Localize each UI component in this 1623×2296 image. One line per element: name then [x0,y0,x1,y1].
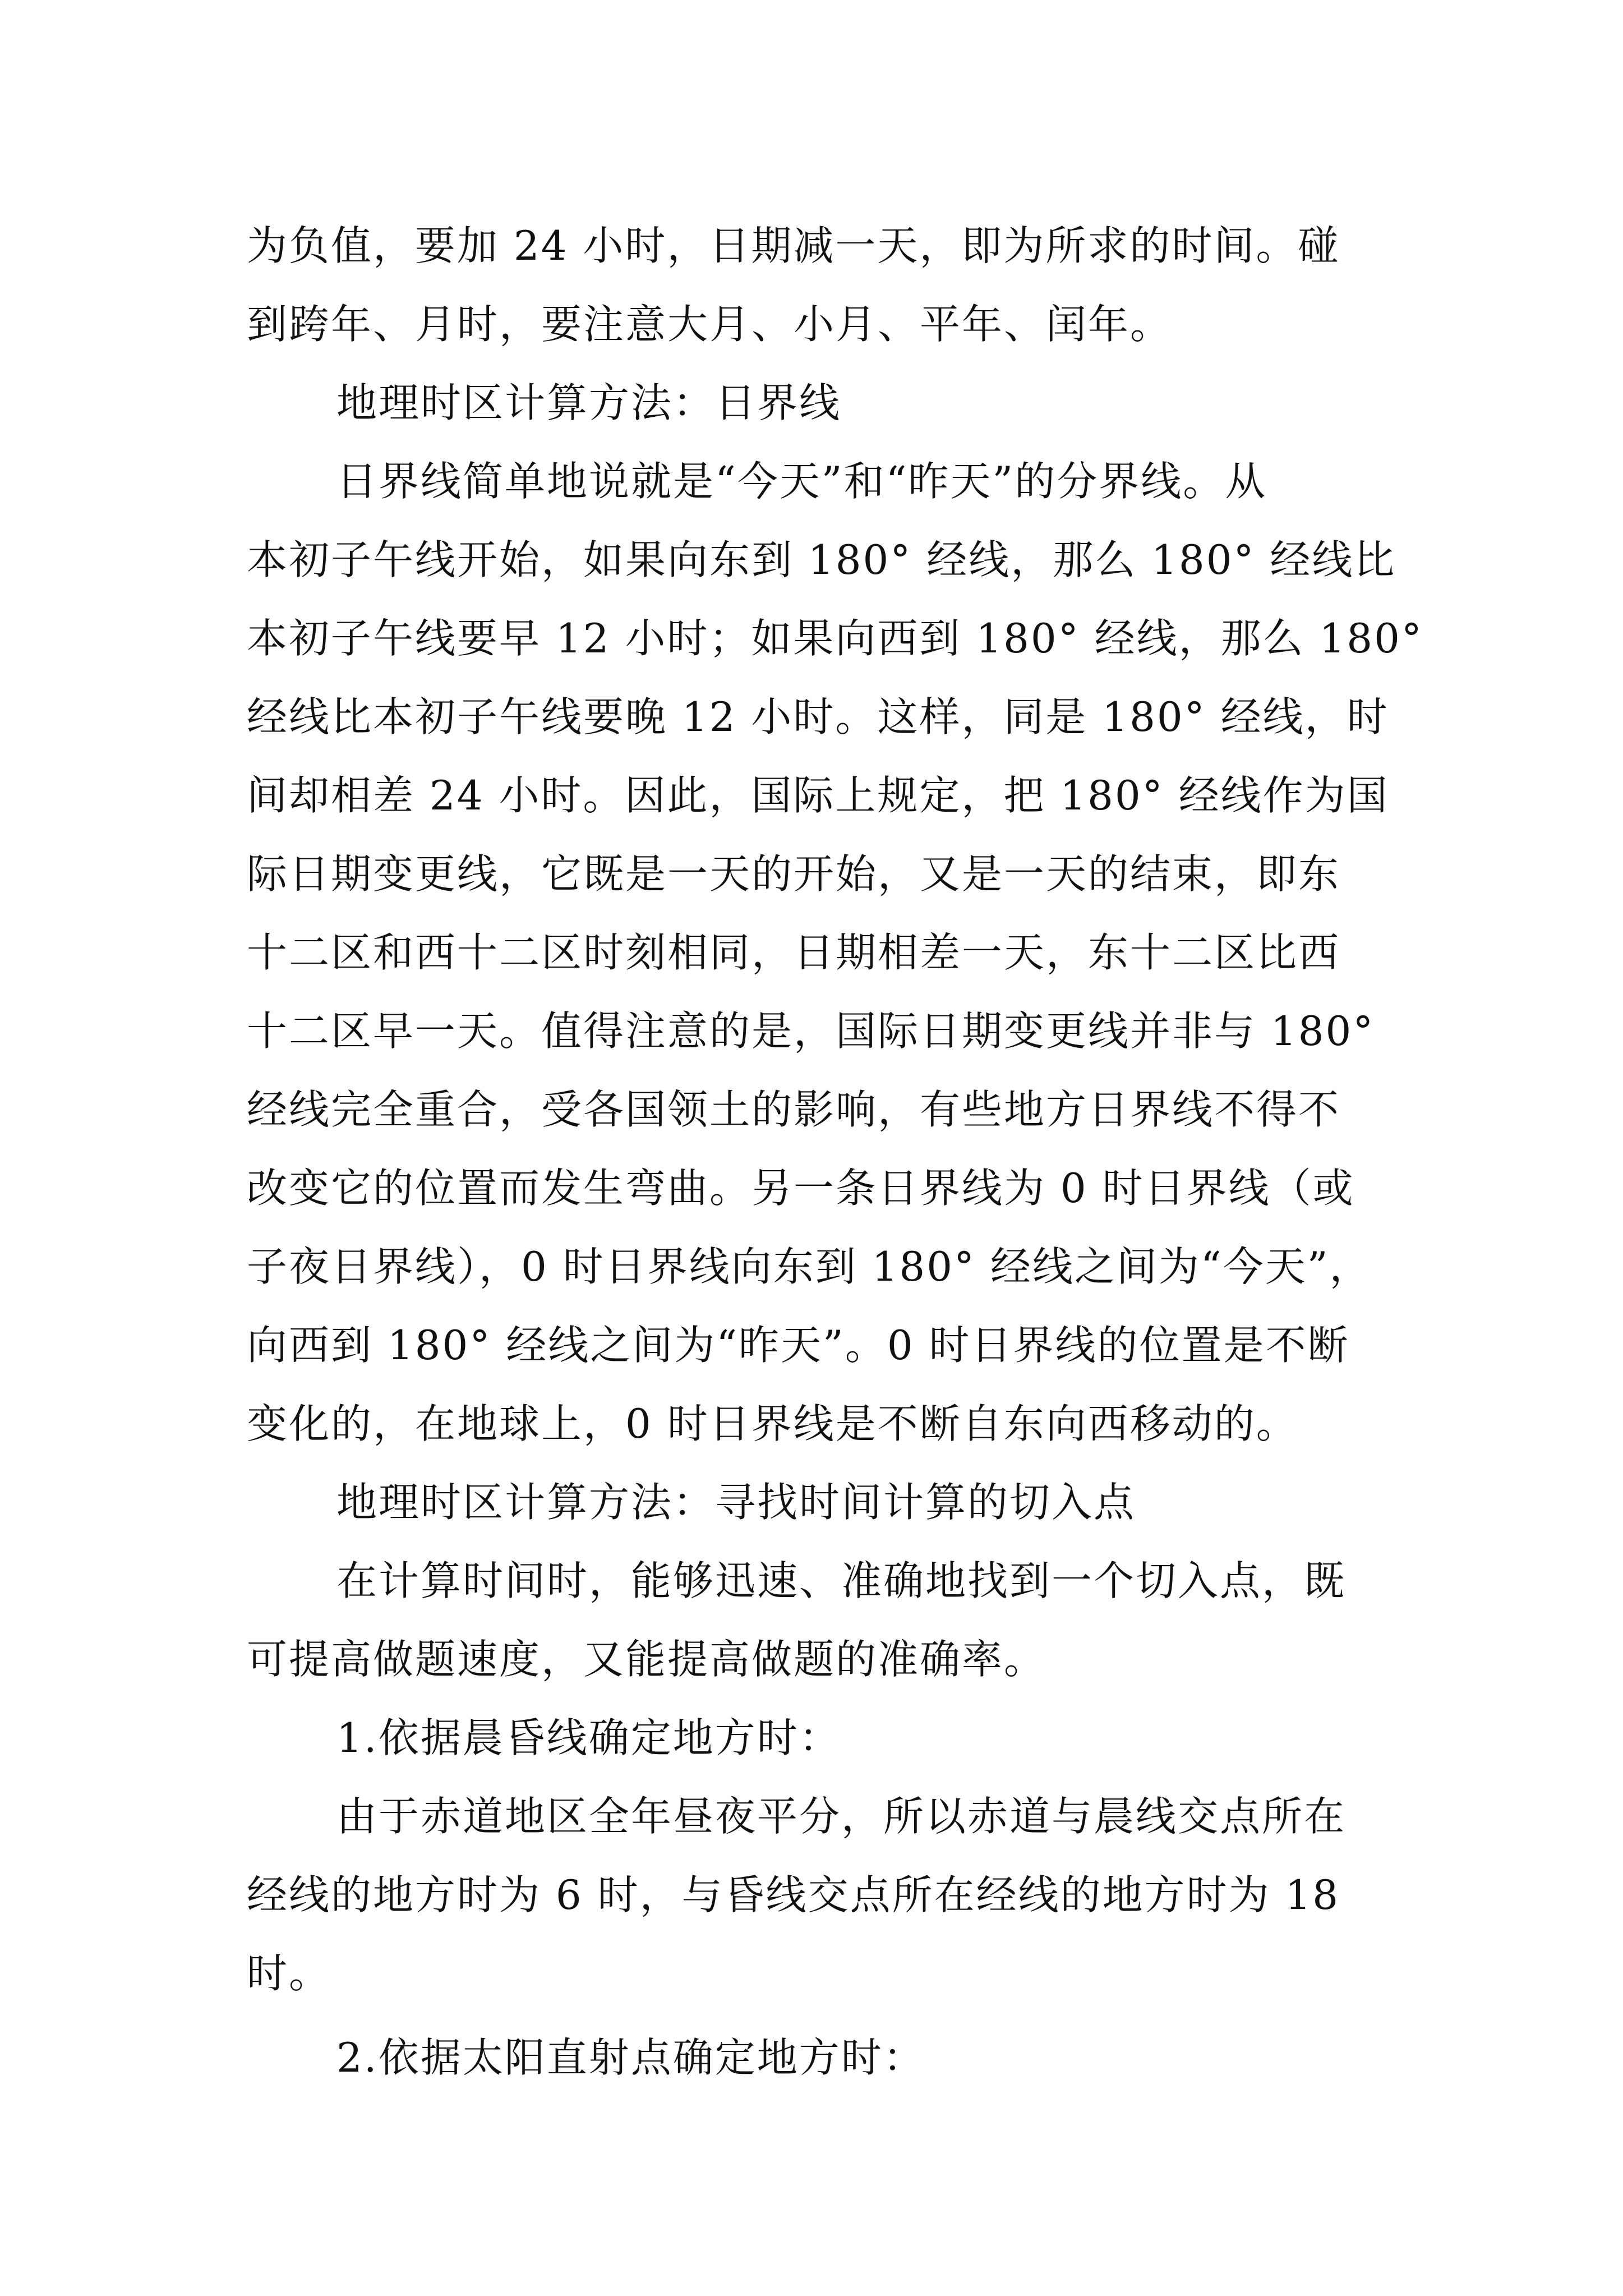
paragraph-line: 经线完全重合，受各国领土的影响，有些地方日界线不得不 [247,1086,1341,1133]
paragraph-line: 间却相差 24 小时。因此，国际上规定，把 180° 经线作为国 [247,772,1389,819]
paragraph-line: 为负值，要加 24 小时，日期减一天，即为所求的时间。碰 [247,222,1340,269]
paragraph-line: 时。 [247,1950,331,1997]
paragraph-line: 本初子午线开始，如果向东到 180° 经线，那么 180° 经线比 [247,536,1396,583]
paragraph-line: 向西到 180° 经线之间为“昨天”。0 时日界线的位置是不断 [247,1322,1350,1369]
paragraph-line: 变化的，在地球上，0 时日界线是不断自东向西移动的。 [247,1400,1298,1447]
paragraph-line: 日界线简单地说就是“今天”和“昨天”的分界线。从 [336,458,1267,505]
paragraph-line: 际日期变更线，它既是一天的开始，又是一天的结束，即东 [247,850,1341,898]
paragraph-line: 经线比本初子午线要晚 12 小时。这样，同是 180° 经线，时 [247,693,1389,740]
section-heading-entry-point: 地理时区计算方法：寻找时间计算的切入点 [336,1479,1136,1526]
paragraph-line: 在计算时间时，能够迅速、准确地找到一个切入点，既 [336,1557,1347,1604]
section-heading-date-line: 地理时区计算方法：日界线 [336,379,842,426]
paragraph-line: 十二区和西十二区时刻相同，日期相差一天，东十二区比西 [247,929,1341,976]
paragraph-line: 子夜日界线），0 时日界线向东到 180° 经线之间为“今天”， [247,1243,1372,1290]
paragraph-line: 到跨年、月时，要注意大月、小月、平年、闰年。 [247,301,1173,348]
list-item-heading-1: 1.依据晨昏线确定地方时： [336,1714,841,1761]
paragraph-line: 十二区早一天。值得注意的是，国际日期变更线并非与 180° [247,1007,1375,1055]
paragraph-line: 可提高做题速度，又能提高做题的准确率。 [247,1636,1046,1683]
paragraph-line: 本初子午线要早 12 小时；如果向西到 180° 经线，那么 180° [247,615,1423,662]
paragraph-line: 改变它的位置而发生弯曲。另一条日界线为 0 时日界线（或 [247,1165,1355,1212]
list-item-heading-2: 2.依据太阳直射点确定地方时： [336,2034,925,2081]
paragraph-line: 经线的地方时为 6 时，与昏线交点所在经线的地方时为 18 [247,1871,1340,1918]
paragraph-line: 由于赤道地区全年昼夜平分，所以赤道与晨线交点所在 [336,1793,1347,1840]
